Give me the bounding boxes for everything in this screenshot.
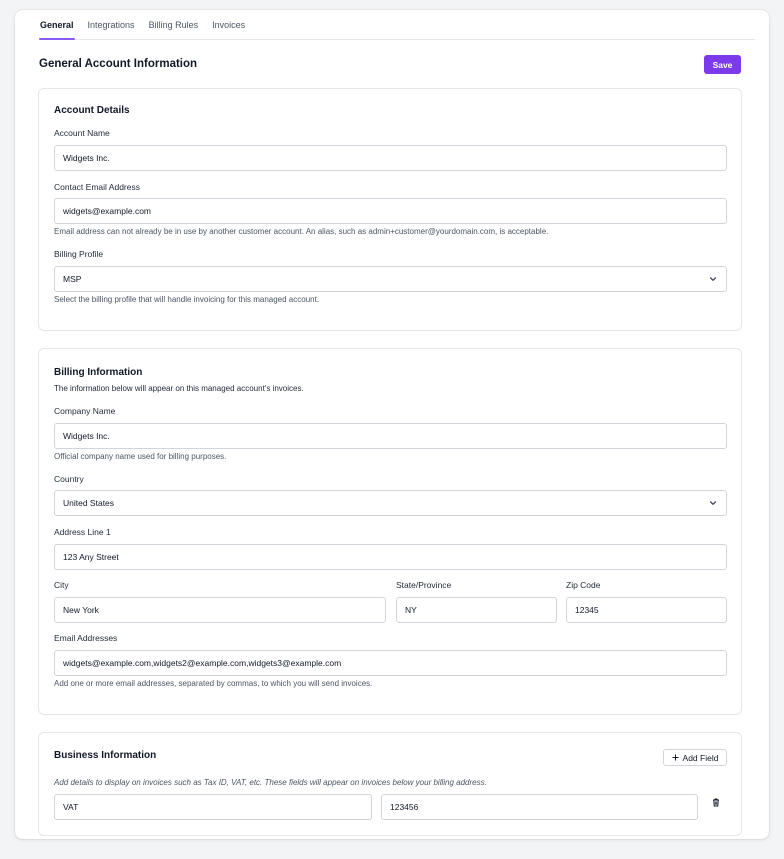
tab-integrations[interactable]: Integrations xyxy=(87,20,135,30)
country-label: Country xyxy=(54,474,84,484)
business-information-card xyxy=(38,732,742,836)
billing-information-card xyxy=(38,348,742,715)
business-field-name-input[interactable] xyxy=(54,794,372,820)
billing-profile-help: Select the billing profile that will handle invoicing for this managed account. xyxy=(54,295,320,304)
company-name-label: Company Name xyxy=(54,406,116,416)
billing-information-subtitle: The information below will appear on this managed account's invoices. xyxy=(54,384,304,393)
contact-email-input[interactable] xyxy=(54,198,727,224)
country-value: United States xyxy=(54,490,727,516)
business-information-title: Business Information xyxy=(54,750,157,761)
billing-profile-select[interactable] xyxy=(54,266,727,292)
account-name-input[interactable] xyxy=(54,145,727,171)
account-details-title: Account Details xyxy=(54,105,130,116)
country-select[interactable] xyxy=(54,490,727,516)
billing-profile-label: Billing Profile xyxy=(54,249,104,259)
zip-code-label: Zip Code xyxy=(566,580,601,590)
contact-email-help: Email address can not already be in use by another customer account. An alias, such as admin+customer@yourdomain.com, is acceptable. xyxy=(54,227,549,236)
state-label: State/Province xyxy=(396,580,452,590)
contact-email-label: Contact Email Address xyxy=(54,182,140,192)
tab-general[interactable]: General xyxy=(39,20,75,39)
tab-invoices[interactable]: Invoices xyxy=(212,20,246,30)
email-addresses-input[interactable] xyxy=(54,650,727,676)
city-label: City xyxy=(54,580,69,590)
email-addresses-label: Email Addresses xyxy=(54,633,118,643)
account-name-label: Account Name xyxy=(54,128,110,138)
account-details-card xyxy=(38,88,742,331)
business-field-value-input[interactable] xyxy=(381,794,698,820)
add-field-button[interactable] xyxy=(663,749,727,766)
trash-icon xyxy=(712,798,720,807)
delete-field-button[interactable] xyxy=(707,794,724,811)
tab-billing-rules[interactable]: Billing Rules xyxy=(148,20,199,30)
add-field-label: Add Field xyxy=(682,752,719,763)
tab-bar xyxy=(39,10,755,40)
state-input[interactable] xyxy=(396,597,557,623)
page-title: General Account Information xyxy=(39,58,198,70)
chevron-down-icon xyxy=(709,499,717,507)
settings-page xyxy=(15,10,769,839)
plus-icon xyxy=(672,754,679,761)
chevron-down-icon xyxy=(709,275,717,283)
zip-code-input[interactable] xyxy=(566,597,727,623)
save-button[interactable]: Save xyxy=(704,55,741,74)
business-information-help: Add details to display on invoices such as Tax ID, VAT, etc. These fields will appear on invoices below your billing address. xyxy=(54,778,487,787)
company-name-input[interactable] xyxy=(54,423,727,449)
city-input[interactable] xyxy=(54,597,386,623)
address-line-1-label: Address Line 1 xyxy=(54,527,111,537)
billing-profile-value: MSP xyxy=(54,266,727,292)
address-line-1-input[interactable] xyxy=(54,544,727,570)
email-addresses-help: Add one or more email addresses, separated by commas, to which you will send invoices. xyxy=(54,679,373,688)
company-name-help: Official company name used for billing purposes. xyxy=(54,452,227,461)
billing-information-title: Billing Information xyxy=(54,367,143,378)
